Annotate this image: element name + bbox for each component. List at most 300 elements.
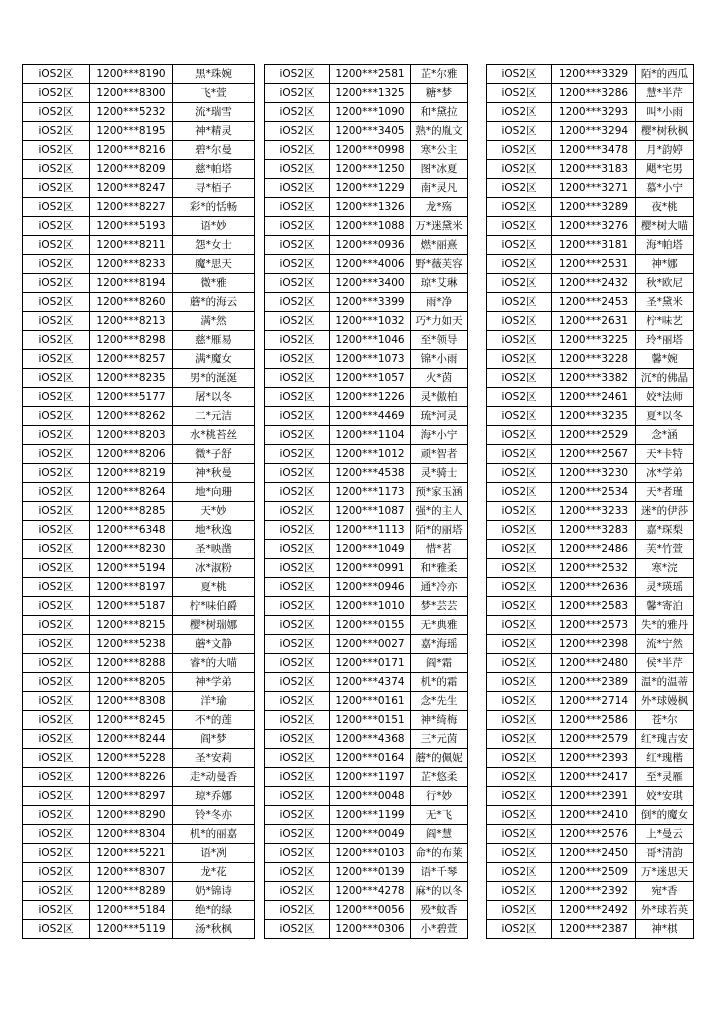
nickname-cell: 馨*婉: [636, 350, 694, 369]
nickname-cell: 蘑*的佩妮: [411, 749, 468, 768]
server-cell: iOS2区: [23, 597, 90, 616]
table-row: [265, 502, 468, 521]
account-id-cell: 1200***8226: [90, 768, 173, 787]
table-row: [23, 654, 255, 673]
table-row: [265, 426, 468, 445]
server-cell: iOS2区: [487, 160, 552, 179]
server-cell: iOS2区: [265, 255, 330, 274]
table-row: [23, 445, 255, 464]
nickname-cell: 黑*珠婉: [173, 65, 255, 84]
nickname-cell: 汤*秋枫: [173, 920, 255, 939]
table-row: [487, 692, 694, 711]
server-cell: iOS2区: [23, 179, 90, 198]
account-id-cell: 1200***3400: [330, 274, 411, 293]
server-cell: iOS2区: [23, 217, 90, 236]
server-cell: iOS2区: [265, 179, 330, 198]
table-row: [23, 407, 255, 426]
server-cell: iOS2区: [265, 407, 330, 426]
server-cell: iOS2区: [23, 635, 90, 654]
server-cell: iOS2区: [23, 483, 90, 502]
server-cell: iOS2区: [487, 597, 552, 616]
server-cell: iOS2区: [23, 654, 90, 673]
table-row: [487, 312, 694, 331]
account-id-cell: 1200***1326: [330, 198, 411, 217]
account-id-cell: 1200***8211: [90, 236, 173, 255]
nickname-cell: 阎*慧: [411, 825, 468, 844]
server-cell: iOS2区: [265, 350, 330, 369]
server-cell: iOS2区: [265, 616, 330, 635]
account-id-cell: 1200***3286: [552, 84, 636, 103]
server-cell: iOS2区: [23, 236, 90, 255]
server-cell: iOS2区: [265, 236, 330, 255]
table-row: [265, 445, 468, 464]
server-cell: iOS2区: [265, 863, 330, 882]
account-id-cell: 1200***2417: [552, 768, 636, 787]
nickname-cell: 飞*萱: [173, 84, 255, 103]
account-id-cell: 1200***8285: [90, 502, 173, 521]
account-id-cell: 1200***8209: [90, 160, 173, 179]
server-cell: iOS2区: [265, 825, 330, 844]
table-row: [23, 730, 255, 749]
nickname-cell: 机*的霜: [411, 673, 468, 692]
nickname-cell: 神*娜: [636, 255, 694, 274]
server-cell: iOS2区: [487, 749, 552, 768]
server-cell: iOS2区: [23, 331, 90, 350]
server-cell: iOS2区: [487, 483, 552, 502]
table-row: [23, 65, 255, 84]
server-cell: iOS2区: [23, 350, 90, 369]
table-row: [487, 711, 694, 730]
account-id-cell: 1200***2586: [552, 711, 636, 730]
table-row: [487, 141, 694, 160]
account-id-cell: 1200***8247: [90, 179, 173, 198]
table-row: [487, 255, 694, 274]
table-row: [265, 483, 468, 502]
server-cell: iOS2区: [487, 65, 552, 84]
account-id-cell: 1200***1057: [330, 369, 411, 388]
account-id-cell: 1200***1104: [330, 426, 411, 445]
table-row: [265, 806, 468, 825]
table-row: [23, 217, 255, 236]
server-cell: iOS2区: [487, 426, 552, 445]
server-cell: iOS2区: [265, 806, 330, 825]
nickname-cell: 芷*尔雅: [411, 65, 468, 84]
server-cell: iOS2区: [487, 559, 552, 578]
nickname-cell: 圣*安莉: [173, 749, 255, 768]
table-row: [487, 654, 694, 673]
nickname-cell: 慕*小宁: [636, 179, 694, 198]
server-cell: iOS2区: [23, 388, 90, 407]
nickname-cell: 陌*的丽塔: [411, 521, 468, 540]
server-cell: iOS2区: [23, 901, 90, 920]
server-cell: iOS2区: [265, 654, 330, 673]
table-row: [265, 673, 468, 692]
server-cell: iOS2区: [487, 502, 552, 521]
nickname-cell: 灵*瑛瑶: [636, 578, 694, 597]
server-cell: iOS2区: [265, 578, 330, 597]
table-row: [23, 578, 255, 597]
account-id-cell: 1200***0139: [330, 863, 411, 882]
account-id-cell: 1200***3294: [552, 122, 636, 141]
nickname-cell: 夏*以冬: [636, 407, 694, 426]
account-id-cell: 1200***8257: [90, 350, 173, 369]
table-row: [265, 65, 468, 84]
account-id-cell: 1200***2393: [552, 749, 636, 768]
account-id-cell: 1200***1250: [330, 160, 411, 179]
nickname-cell: 殁*蚊香: [411, 901, 468, 920]
account-id-cell: 1200***2398: [552, 635, 636, 654]
account-id-cell: 1200***3293: [552, 103, 636, 122]
table-row: [23, 426, 255, 445]
server-cell: iOS2区: [265, 331, 330, 350]
nickname-cell: 水*桃苔丝: [173, 426, 255, 445]
account-id-cell: 1200***5187: [90, 597, 173, 616]
table-row: [23, 559, 255, 578]
table-row: [265, 141, 468, 160]
nickname-cell: 万*迷黛米: [411, 217, 468, 236]
server-cell: iOS2区: [265, 749, 330, 768]
account-id-cell: 1200***2509: [552, 863, 636, 882]
nickname-cell: 通*冷亦: [411, 578, 468, 597]
account-id-cell: 1200***8195: [90, 122, 173, 141]
nickname-cell: 红*瑰楷: [636, 749, 694, 768]
table-row: [265, 179, 468, 198]
nickname-cell: 二*元洁: [173, 407, 255, 426]
account-id-cell: 1200***2636: [552, 578, 636, 597]
table-row: [487, 445, 694, 464]
server-cell: iOS2区: [23, 274, 90, 293]
account-id-cell: 1200***3276: [552, 217, 636, 236]
account-id-cell: 1200***0161: [330, 692, 411, 711]
nickname-cell: 樱*树瑞娜: [173, 616, 255, 635]
nickname-cell: 倒*的魔女: [636, 806, 694, 825]
server-cell: iOS2区: [265, 673, 330, 692]
server-cell: iOS2区: [487, 654, 552, 673]
winner-table-3: [486, 64, 694, 939]
table-row: [265, 236, 468, 255]
table-row: [487, 274, 694, 293]
table-row: [23, 787, 255, 806]
server-cell: iOS2区: [265, 901, 330, 920]
nickname-cell: 夜*桃: [636, 198, 694, 217]
nickname-cell: 洋*瑜: [173, 692, 255, 711]
account-id-cell: 1200***3230: [552, 464, 636, 483]
nickname-cell: 天*卡特: [636, 445, 694, 464]
nickname-cell: 寻*栢子: [173, 179, 255, 198]
account-id-cell: 1200***5184: [90, 901, 173, 920]
nickname-cell: 哥*清韵: [636, 844, 694, 863]
account-id-cell: 1200***1012: [330, 445, 411, 464]
table-row: [23, 768, 255, 787]
account-id-cell: 1200***4006: [330, 255, 411, 274]
server-cell: iOS2区: [265, 882, 330, 901]
server-cell: iOS2区: [487, 141, 552, 160]
account-id-cell: 1200***2389: [552, 673, 636, 692]
nickname-cell: 三*元茵: [411, 730, 468, 749]
nickname-cell: 海*帕塔: [636, 236, 694, 255]
table-row: [487, 388, 694, 407]
table-row: [23, 597, 255, 616]
nickname-cell: 睿*的大喵: [173, 654, 255, 673]
table-row: [265, 255, 468, 274]
server-cell: iOS2区: [265, 844, 330, 863]
nickname-cell: 至*灵雁: [636, 768, 694, 787]
account-id-cell: 1200***8262: [90, 407, 173, 426]
nickname-cell: 秋*欧尼: [636, 274, 694, 293]
table-row: [265, 312, 468, 331]
account-id-cell: 1200***2573: [552, 616, 636, 635]
account-id-cell: 1200***2531: [552, 255, 636, 274]
table-row: [487, 464, 694, 483]
account-id-cell: 1200***0946: [330, 578, 411, 597]
table-row: [23, 825, 255, 844]
server-cell: iOS2区: [23, 540, 90, 559]
server-cell: iOS2区: [23, 692, 90, 711]
nickname-cell: 柠*味艺: [636, 312, 694, 331]
server-cell: iOS2区: [487, 540, 552, 559]
server-cell: iOS2区: [487, 578, 552, 597]
table-row: [23, 920, 255, 939]
table-row: [23, 141, 255, 160]
account-id-cell: 1200***3225: [552, 331, 636, 350]
account-id-cell: 1200***4278: [330, 882, 411, 901]
server-cell: iOS2区: [265, 369, 330, 388]
account-id-cell: 1200***8308: [90, 692, 173, 711]
table-row: [487, 787, 694, 806]
nickname-cell: 流*瑞雪: [173, 103, 255, 122]
table-row: [487, 407, 694, 426]
account-id-cell: 1200***1199: [330, 806, 411, 825]
account-id-cell: 1200***2486: [552, 540, 636, 559]
nickname-cell: 惜*茗: [411, 540, 468, 559]
server-cell: iOS2区: [265, 464, 330, 483]
account-id-cell: 1200***2461: [552, 388, 636, 407]
nickname-cell: 圣*映凿: [173, 540, 255, 559]
nickname-cell: 侯*半芹: [636, 654, 694, 673]
account-id-cell: 1200***3399: [330, 293, 411, 312]
server-cell: iOS2区: [265, 103, 330, 122]
winner-table-1: [22, 64, 255, 939]
table-row: [23, 103, 255, 122]
nickname-cell: 万*迷思天: [636, 863, 694, 882]
server-cell: iOS2区: [265, 635, 330, 654]
nickname-cell: 嘉*海瑶: [411, 635, 468, 654]
table-row: [487, 483, 694, 502]
account-id-cell: 1200***8245: [90, 711, 173, 730]
nickname-cell: 神*棋: [636, 920, 694, 939]
server-cell: iOS2区: [265, 787, 330, 806]
nickname-cell: 沉*的佛晶: [636, 369, 694, 388]
nickname-cell: 琼*乔娜: [173, 787, 255, 806]
server-cell: iOS2区: [265, 122, 330, 141]
server-cell: iOS2区: [23, 445, 90, 464]
account-id-cell: 1200***5238: [90, 635, 173, 654]
table-row: [487, 559, 694, 578]
account-id-cell: 1200***8213: [90, 312, 173, 331]
account-id-cell: 1200***1226: [330, 388, 411, 407]
nickname-cell: 地*向珊: [173, 483, 255, 502]
account-id-cell: 1200***0936: [330, 236, 411, 255]
account-id-cell: 1200***2450: [552, 844, 636, 863]
table-row: [487, 635, 694, 654]
account-id-cell: 1200***8197: [90, 578, 173, 597]
nickname-cell: 叫*小雨: [636, 103, 694, 122]
table-row: [265, 198, 468, 217]
table-row: [23, 863, 255, 882]
server-cell: iOS2区: [23, 882, 90, 901]
server-cell: iOS2区: [265, 521, 330, 540]
nickname-cell: 满*魔女: [173, 350, 255, 369]
nickname-cell: 天*妙: [173, 502, 255, 521]
table-row: [487, 122, 694, 141]
account-id-cell: 1200***2532: [552, 559, 636, 578]
nickname-cell: 雨*净: [411, 293, 468, 312]
table-row: [265, 768, 468, 787]
server-cell: iOS2区: [487, 179, 552, 198]
account-id-cell: 1200***5193: [90, 217, 173, 236]
table-row: [23, 84, 255, 103]
account-id-cell: 1200***2576: [552, 825, 636, 844]
nickname-cell: 樱*树大喵: [636, 217, 694, 236]
nickname-cell: 天*者瑾: [636, 483, 694, 502]
server-cell: iOS2区: [265, 65, 330, 84]
server-cell: iOS2区: [23, 730, 90, 749]
table-row: [487, 806, 694, 825]
table-row: [23, 882, 255, 901]
table-row: [23, 236, 255, 255]
account-id-cell: 1200***2581: [330, 65, 411, 84]
table-row: [487, 160, 694, 179]
server-cell: iOS2区: [487, 274, 552, 293]
account-id-cell: 1200***4368: [330, 730, 411, 749]
account-id-cell: 1200***2432: [552, 274, 636, 293]
server-cell: iOS2区: [487, 692, 552, 711]
table-row: [265, 920, 468, 939]
account-id-cell: 1200***5221: [90, 844, 173, 863]
server-cell: iOS2区: [23, 198, 90, 217]
account-id-cell: 1200***8244: [90, 730, 173, 749]
server-cell: iOS2区: [23, 103, 90, 122]
table-row: [23, 198, 255, 217]
account-id-cell: 1200***8290: [90, 806, 173, 825]
account-id-cell: 1200***8194: [90, 274, 173, 293]
account-id-cell: 1200***3478: [552, 141, 636, 160]
server-cell: iOS2区: [23, 65, 90, 84]
table-row: [487, 825, 694, 844]
account-id-cell: 1200***1073: [330, 350, 411, 369]
nickname-cell: 彩*的恬畅: [173, 198, 255, 217]
nickname-cell: 阎*霜: [411, 654, 468, 673]
server-cell: iOS2区: [23, 521, 90, 540]
server-cell: iOS2区: [487, 84, 552, 103]
table-row: [265, 692, 468, 711]
account-id-cell: 1200***3271: [552, 179, 636, 198]
nickname-cell: 至*领导: [411, 331, 468, 350]
nickname-cell: 月*韵婷: [636, 141, 694, 160]
table-row: [265, 559, 468, 578]
server-cell: iOS2区: [23, 920, 90, 939]
table-row: [265, 597, 468, 616]
server-cell: iOS2区: [265, 768, 330, 787]
server-cell: iOS2区: [265, 84, 330, 103]
nickname-cell: 语*千琴: [411, 863, 468, 882]
table-row: [487, 597, 694, 616]
table-row: [23, 483, 255, 502]
nickname-cell: 和*黛拉: [411, 103, 468, 122]
account-id-cell: 1200***8230: [90, 540, 173, 559]
account-id-cell: 1200***0151: [330, 711, 411, 730]
nickname-cell: 蘑*文静: [173, 635, 255, 654]
server-cell: iOS2区: [265, 426, 330, 445]
nickname-cell: 碧*尔曼: [173, 141, 255, 160]
nickname-cell: 姣*安琪: [636, 787, 694, 806]
server-cell: iOS2区: [23, 426, 90, 445]
server-cell: iOS2区: [265, 445, 330, 464]
table-row: [23, 293, 255, 312]
table-row: [265, 407, 468, 426]
server-cell: iOS2区: [487, 388, 552, 407]
server-cell: iOS2区: [265, 198, 330, 217]
account-id-cell: 1200***1049: [330, 540, 411, 559]
server-cell: iOS2区: [23, 255, 90, 274]
nickname-cell: 灵*骑士: [411, 464, 468, 483]
table-row: [265, 787, 468, 806]
account-id-cell: 1200***8190: [90, 65, 173, 84]
server-cell: iOS2区: [265, 597, 330, 616]
nickname-cell: 微*子舒: [173, 445, 255, 464]
table-row: [23, 122, 255, 141]
nickname-cell: 机*的丽嘉: [173, 825, 255, 844]
account-id-cell: 1200***5194: [90, 559, 173, 578]
table-row: [265, 103, 468, 122]
nickname-cell: 强*的主人: [411, 502, 468, 521]
nickname-cell: 龙*花: [173, 863, 255, 882]
nickname-cell: 灵*傲柏: [411, 388, 468, 407]
table-row: [265, 274, 468, 293]
server-cell: iOS2区: [487, 407, 552, 426]
server-cell: iOS2区: [265, 711, 330, 730]
table-row: [265, 293, 468, 312]
table-row: [23, 160, 255, 179]
table-row: [265, 749, 468, 768]
server-cell: iOS2区: [23, 844, 90, 863]
table-row: [265, 521, 468, 540]
account-id-cell: 1200***2534: [552, 483, 636, 502]
table-row: [487, 426, 694, 445]
account-id-cell: 1200***4469: [330, 407, 411, 426]
table-row: [23, 616, 255, 635]
nickname-cell: 上*曼云: [636, 825, 694, 844]
nickname-cell: 行*妙: [411, 787, 468, 806]
nickname-cell: 巧*力如天: [411, 312, 468, 331]
nickname-cell: 馨*寄泊: [636, 597, 694, 616]
nickname-cell: 流*宁然: [636, 635, 694, 654]
nickname-cell: 预*家玉涵: [411, 483, 468, 502]
table-row: [487, 882, 694, 901]
table-row: [487, 84, 694, 103]
table-row: [265, 882, 468, 901]
nickname-cell: 外*球嫚枫: [636, 692, 694, 711]
table-row: [265, 654, 468, 673]
server-cell: iOS2区: [487, 825, 552, 844]
nickname-cell: 奶*锦诗: [173, 882, 255, 901]
nickname-cell: 地*秋逸: [173, 521, 255, 540]
nickname-cell: 满*然: [173, 312, 255, 331]
server-cell: iOS2区: [487, 350, 552, 369]
nickname-cell: 樱*树秋枫: [636, 122, 694, 141]
server-cell: iOS2区: [265, 730, 330, 749]
nickname-cell: 芷*悠柔: [411, 768, 468, 787]
